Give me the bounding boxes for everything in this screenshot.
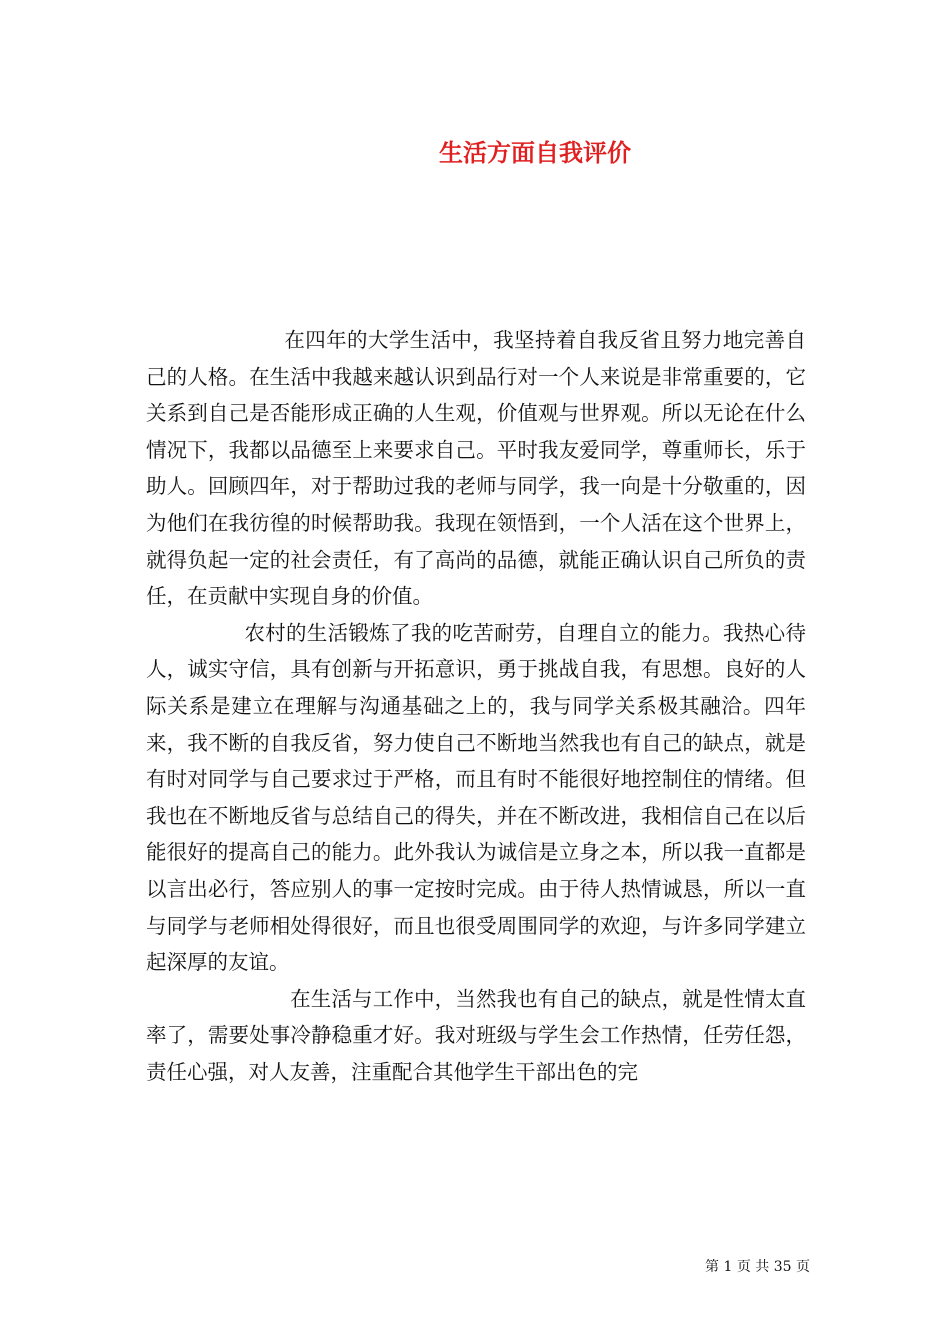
paragraph-2-text: 农村的生活锻炼了我的吃苦耐劳，自理自立的能力。我热心待人，诚实守信，具有创新与开拓意识，勇于挑战自我，有思想。良好的人际关系是建立在理解与沟通基础之上的，我与同学关系极其融洽。四年来，我不断的自我反省，努力使自己不断地当然我也有自己的缺点，就是有时对同学与自己要求过于严格，而且有时不能很好地控制住的情绪。但我也在不断地反省与总结自己的得失，并在不断改进，我相信自己在以后能很好的提高自己的能力。此外我认为诚信是立身之本，所以我一直都是以言出必行，答应别人的事一定按时完成。由于待人热情诚恳，所以一直与同学与老师相处得很好，而且也很受周围同学的欢迎，与许多同学建立起深厚的友谊。 [146, 620, 806, 975]
page-number: 第 1 页 共 35 页 [705, 1259, 810, 1275]
paragraph-1 [146, 322, 806, 615]
paragraph-3-text: 在生活与工作中，当然我也有自己的缺点，就是性情太直率了，需要处事冷静稳重才好。我对班级与学生会工作热情，任劳任怨，责任心强，对人友善，注重配合其他学生干部出色的完 [146, 986, 806, 1084]
paragraph-2 [146, 615, 806, 981]
document-body [146, 322, 806, 1090]
document-title: 生活方面自我评价 [439, 138, 631, 167]
paragraph-3 [146, 981, 806, 1091]
paragraph-1-text: 在四年的大学生活中，我坚持着自我反省且努力地完善自己的人格。在生活中我越来越认识到品行对一个人来说是非常重要的，它关系到自己是否能形成正确的人生观，价值观与世界观。所以无论在什么情况下，我都以品德至上来要求自己。平时我友爱同学，尊重师长，乐于助人。回顾四年，对于帮助过我的老师与同学，我一向是十分敬重的，因为他们在我彷徨的时候帮助我。我现在领悟到，一个人活在这个世界上，就得负起一定的社会责任，有了高尚的品德，就能正确认识自己所负的责任，在贡献中实现自身的价值。 [146, 328, 806, 609]
